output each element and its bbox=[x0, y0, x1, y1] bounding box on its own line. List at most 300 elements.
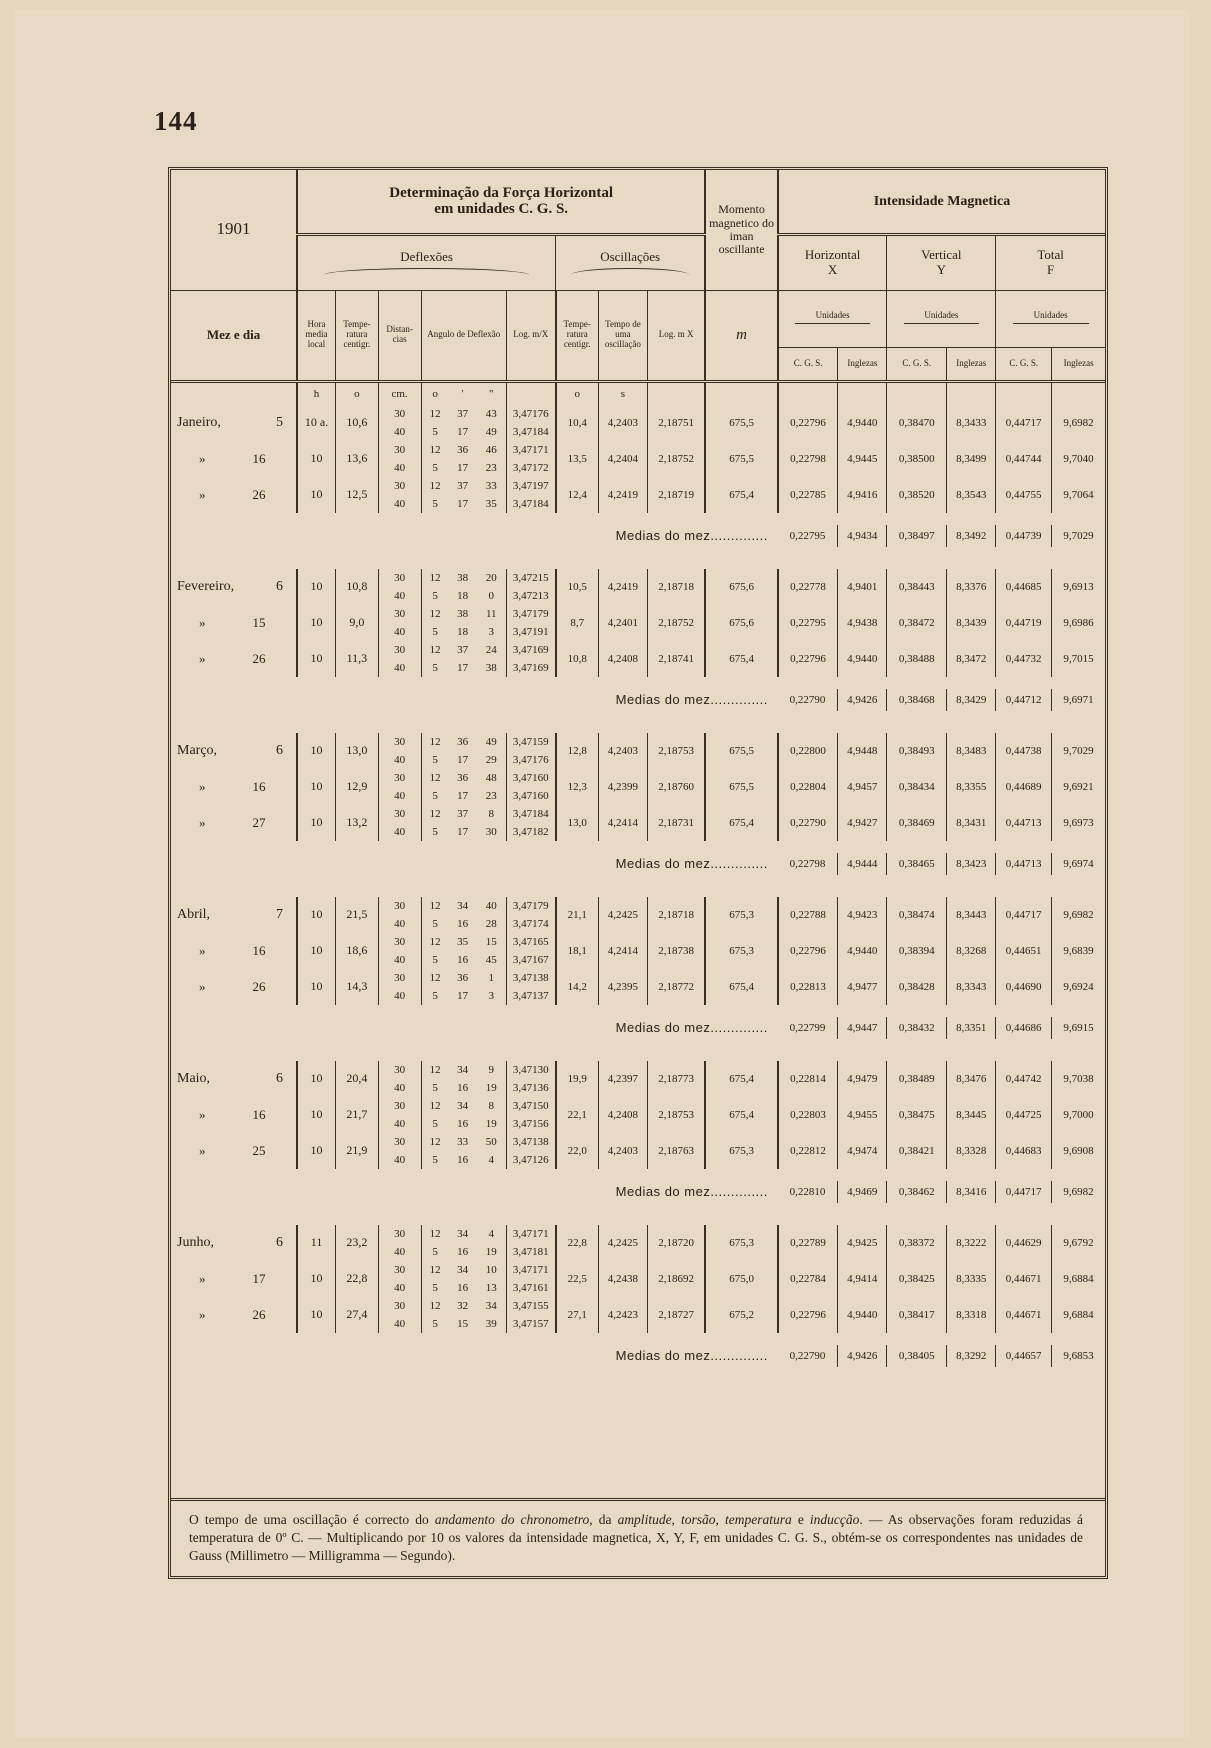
angle-sec-cell: 33 bbox=[477, 477, 507, 495]
angle-min-cell: 38 bbox=[457, 607, 469, 620]
spacer-row bbox=[171, 711, 1105, 733]
hora-cell: 10 bbox=[297, 441, 335, 477]
fcgs-cell: 0,44713 bbox=[996, 805, 1052, 841]
distance-cell: 40 bbox=[378, 987, 421, 1005]
oscillacoes-heading bbox=[556, 234, 706, 290]
y-cgs: C. G. S. bbox=[887, 348, 947, 380]
spacer-cell bbox=[171, 513, 1105, 525]
units-cell-fing bbox=[1051, 381, 1105, 405]
temp-cell: 10,8 bbox=[336, 569, 379, 605]
xcgs-cell: 0,22796 bbox=[778, 933, 838, 969]
units-cell-m bbox=[705, 381, 778, 405]
tempo-cell: 4,2408 bbox=[598, 641, 647, 677]
angle-deg-cell: 12 bbox=[429, 607, 441, 620]
horizontal-symbol: X bbox=[827, 261, 838, 277]
xing-cell: 4,9479 bbox=[838, 1061, 887, 1097]
ying-cell: 8,3476 bbox=[947, 1061, 996, 1097]
date-cell bbox=[171, 1261, 297, 1297]
spacer-row bbox=[171, 547, 1105, 569]
distance-cell: 40 bbox=[378, 1243, 421, 1261]
temp-cell: 22,8 bbox=[336, 1261, 379, 1297]
fcgs-cell: 0,44725 bbox=[996, 1097, 1052, 1133]
fing-cell: 9,7015 bbox=[1063, 652, 1094, 665]
angle-sec-cell: 1 bbox=[477, 969, 507, 987]
log-m-x-cell: 3,47181 bbox=[506, 1243, 555, 1261]
unit-min: ' bbox=[461, 387, 464, 400]
table-header bbox=[171, 170, 1105, 405]
medias-xcgs-cell: 0,22790 bbox=[778, 689, 838, 711]
m-cell: 675,4 bbox=[705, 641, 778, 677]
angle-min-cell: 16 bbox=[457, 1117, 469, 1130]
temp-cell: 21,9 bbox=[336, 1133, 379, 1169]
spacer-cell bbox=[171, 677, 1105, 689]
xcgs-cell: 0,22795 bbox=[778, 605, 838, 641]
tempo-cell: 4,2408 bbox=[598, 1097, 647, 1133]
temp2-cell: 18,1 bbox=[556, 933, 599, 969]
page-number: 144 bbox=[154, 106, 198, 136]
ycgs-cell: 0,38425 bbox=[887, 1261, 947, 1297]
ying-cell: 8,3543 bbox=[947, 477, 996, 513]
ying-cell: 8,3343 bbox=[947, 969, 996, 1005]
hora-cell: 10 bbox=[297, 1297, 335, 1333]
total-symbol: F bbox=[1047, 261, 1055, 277]
log-m-x-cell: 3,47179 bbox=[506, 897, 555, 915]
distancias-heading: Distan- cias bbox=[378, 290, 421, 381]
units-cell-xing bbox=[838, 381, 887, 405]
medias-ying-cell: 8,3416 bbox=[947, 1181, 996, 1203]
xcgs-cell: 0,22796 bbox=[778, 405, 838, 441]
date-cell bbox=[171, 405, 297, 441]
distance-cell: 30 bbox=[378, 1261, 421, 1279]
spacer-row bbox=[171, 1203, 1105, 1225]
day-label: 7 bbox=[276, 907, 283, 923]
f-cgs: C. G. S. bbox=[996, 348, 1052, 380]
fcgs-cell: 0,44685 bbox=[996, 569, 1052, 605]
angle-deg-cell: 12 bbox=[429, 1263, 441, 1276]
medias-xing-cell: 4,9426 bbox=[838, 689, 887, 711]
fcgs-cell: 0,44742 bbox=[996, 1061, 1052, 1097]
angle-deg-cell: 5 bbox=[432, 425, 438, 438]
units-cell-log bbox=[506, 381, 555, 405]
log-m-x-cell: 3,47171 bbox=[506, 1261, 555, 1279]
logmx-cell: 2,18719 bbox=[647, 477, 705, 513]
table-row bbox=[171, 1261, 1105, 1279]
fcgs-cell: 0,44690 bbox=[996, 969, 1052, 1005]
distance-cell: 40 bbox=[378, 587, 421, 605]
tempo-cell: 4,2425 bbox=[598, 897, 647, 933]
temp-heading: Tempe- ratura centigr. bbox=[336, 290, 379, 381]
log-m-x-cell: 3,47130 bbox=[506, 1061, 555, 1079]
table-row bbox=[171, 1297, 1105, 1315]
tempo-cell: 4,2414 bbox=[598, 933, 647, 969]
month-label: » bbox=[199, 650, 206, 666]
unit-temp: o bbox=[336, 381, 379, 405]
day-label: 6 bbox=[276, 579, 283, 595]
m-cell: 675,3 bbox=[705, 897, 778, 933]
log-m-x-cell: 3,47172 bbox=[506, 459, 555, 477]
fing-cell: 9,6839 bbox=[1063, 944, 1094, 957]
spacer-row bbox=[171, 1333, 1105, 1345]
angle-deg-cell: 12 bbox=[429, 479, 441, 492]
angle-deg-cell: 12 bbox=[429, 1227, 441, 1240]
ycgs-cell: 0,38469 bbox=[887, 805, 947, 841]
spacer-cell bbox=[171, 1169, 1105, 1181]
unit-hora: h bbox=[297, 381, 335, 405]
temp2-cell: 19,9 bbox=[556, 1061, 599, 1097]
table-row bbox=[171, 1133, 1105, 1151]
temp2-cell: 21,1 bbox=[556, 897, 599, 933]
angle-sec-cell: 48 bbox=[477, 769, 507, 787]
medias-ying-cell: 8,3492 bbox=[947, 525, 996, 547]
angle-sec-cell: 20 bbox=[477, 569, 507, 587]
angle-min-cell: 16 bbox=[457, 953, 469, 966]
xing-cell: 4,9448 bbox=[838, 733, 887, 769]
units-cell-ying bbox=[947, 381, 996, 405]
m-cell: 675,0 bbox=[705, 1261, 778, 1297]
hora-cell: 10 bbox=[297, 969, 335, 1005]
tempo-cell: 4,2403 bbox=[598, 405, 647, 441]
angle-sec-cell: 28 bbox=[477, 915, 507, 933]
hora-cell: 10 bbox=[297, 1061, 335, 1097]
angle-sec-cell: 8 bbox=[477, 805, 507, 823]
fcgs-cell: 0,44651 bbox=[996, 933, 1052, 969]
table-row bbox=[171, 405, 1105, 423]
angle-sec-cell: 29 bbox=[477, 751, 507, 769]
fing-cell: 9,6982 bbox=[1063, 908, 1094, 921]
ycgs-cell: 0,38472 bbox=[887, 605, 947, 641]
distance-cell: 30 bbox=[378, 733, 421, 751]
angle-min-cell: 38 bbox=[457, 571, 469, 584]
temp-cell: 9,0 bbox=[336, 605, 379, 641]
logmx-cell: 2,18741 bbox=[647, 641, 705, 677]
total-label: Total bbox=[1037, 247, 1064, 263]
m-cell: 675,3 bbox=[705, 933, 778, 969]
log-m-x-cell: 3,47176 bbox=[506, 751, 555, 769]
medias-fcgs-cell: 0,44717 bbox=[996, 1181, 1052, 1203]
angle-sec-cell: 19 bbox=[477, 1243, 507, 1261]
day-label: 27 bbox=[252, 814, 266, 830]
date-cell bbox=[171, 605, 297, 641]
fing-cell: 9,7000 bbox=[1063, 1108, 1094, 1121]
xing-cell: 4,9440 bbox=[838, 1297, 887, 1333]
ycgs-cell: 0,38475 bbox=[887, 1097, 947, 1133]
date-cell bbox=[171, 733, 297, 769]
logmx-cell: 2,18751 bbox=[647, 405, 705, 441]
temp-cell: 20,4 bbox=[336, 1061, 379, 1097]
fcgs-cell: 0,44732 bbox=[996, 641, 1052, 677]
log-m-x-cell: 3,47138 bbox=[506, 1133, 555, 1151]
tempo-cell: 4,2403 bbox=[598, 733, 647, 769]
month-label: Fevereiro, bbox=[177, 579, 235, 595]
month-label: » bbox=[199, 978, 206, 994]
tempo-cell: 4,2423 bbox=[598, 1297, 647, 1333]
distance-cell: 40 bbox=[378, 1315, 421, 1333]
date-cell bbox=[171, 969, 297, 1005]
table-row bbox=[171, 733, 1105, 751]
angle-deg-cell: 12 bbox=[429, 899, 441, 912]
note-part-2: , da bbox=[589, 1512, 618, 1527]
angle-deg-cell: 5 bbox=[432, 825, 438, 838]
angle-deg-cell: 5 bbox=[432, 1281, 438, 1294]
units-cell-xcgs bbox=[778, 381, 838, 405]
logmx-cell: 2,18727 bbox=[647, 1297, 705, 1333]
angle-deg-cell: 5 bbox=[432, 497, 438, 510]
fcgs-cell: 0,44738 bbox=[996, 733, 1052, 769]
distance-cell: 30 bbox=[378, 641, 421, 659]
angle-sec-cell: 8 bbox=[477, 1097, 507, 1115]
data-table-frame bbox=[168, 167, 1108, 1579]
f-units-row bbox=[996, 347, 1105, 380]
table-row bbox=[171, 933, 1105, 951]
tempo-cell: 4,2419 bbox=[598, 569, 647, 605]
spacer-cell bbox=[171, 1333, 1105, 1345]
month-label: » bbox=[199, 450, 206, 466]
log-m-x-cell: 3,47179 bbox=[506, 605, 555, 623]
distance-cell: 30 bbox=[378, 969, 421, 987]
xing-cell: 4,9427 bbox=[838, 805, 887, 841]
angle-deg-cell: 5 bbox=[432, 989, 438, 1002]
month-label: » bbox=[199, 486, 206, 502]
ycgs-cell: 0,38417 bbox=[887, 1297, 947, 1333]
angle-deg-cell: 12 bbox=[429, 971, 441, 984]
day-label: 16 bbox=[252, 450, 266, 466]
medias-label: Medias do mez.............. bbox=[615, 691, 768, 707]
log-m-x-cell: 3,47184 bbox=[506, 805, 555, 823]
medias-fcgs-cell: 0,44713 bbox=[996, 853, 1052, 875]
medias-ying-cell: 8,3292 bbox=[947, 1345, 996, 1367]
hora-cell: 10 bbox=[297, 641, 335, 677]
angle-min-cell: 34 bbox=[457, 1099, 469, 1112]
medias-xing-cell: 4,9434 bbox=[838, 525, 887, 547]
ying-cell: 8,3268 bbox=[947, 933, 996, 969]
medias-label: Medias do mez.............. bbox=[615, 527, 768, 543]
temp2-cell: 12,3 bbox=[556, 769, 599, 805]
medias-ying-cell: 8,3429 bbox=[947, 689, 996, 711]
distance-cell: 30 bbox=[378, 1297, 421, 1315]
medias-row bbox=[171, 1345, 1105, 1367]
note-italic-1: andamento do chronometro bbox=[434, 1512, 590, 1527]
log-m-x-cell: 3,47176 bbox=[506, 405, 555, 423]
y-unidades: Unidades bbox=[924, 309, 959, 320]
medias-fing-cell: 9,7029 bbox=[1063, 529, 1094, 542]
angle-deg-cell: 5 bbox=[432, 1245, 438, 1258]
logmx-cell: 2,18753 bbox=[647, 733, 705, 769]
month-label: » bbox=[199, 942, 206, 958]
fing-cell: 9,6884 bbox=[1063, 1308, 1094, 1321]
angle-min-cell: 33 bbox=[457, 1135, 469, 1148]
spacer-row bbox=[171, 677, 1105, 689]
month-label: » bbox=[199, 1106, 206, 1122]
spacer-cell bbox=[171, 711, 1105, 733]
m-cell: 675,4 bbox=[705, 969, 778, 1005]
distance-cell: 40 bbox=[378, 951, 421, 969]
medias-row bbox=[171, 1181, 1105, 1203]
angle-min-cell: 17 bbox=[457, 989, 469, 1002]
angle-deg-cell: 12 bbox=[429, 1135, 441, 1148]
note-italic-2: amplitude, torsão, temperatura bbox=[617, 1512, 792, 1527]
horizontal-heading bbox=[778, 234, 887, 290]
day-label: 26 bbox=[252, 486, 266, 502]
temp-cell: 11,3 bbox=[336, 641, 379, 677]
medias-xing-cell: 4,9447 bbox=[838, 1017, 887, 1039]
intensidade-heading: Intensidade Magnetica bbox=[778, 170, 1105, 234]
medias-xcgs-cell: 0,22798 bbox=[778, 853, 838, 875]
ying-cell: 8,3376 bbox=[947, 569, 996, 605]
angle-sec-cell: 35 bbox=[477, 495, 507, 513]
table-row bbox=[171, 641, 1105, 659]
hora-cell: 10 bbox=[297, 733, 335, 769]
xing-cell: 4,9477 bbox=[838, 969, 887, 1005]
ycgs-cell: 0,38428 bbox=[887, 969, 947, 1005]
angle-deg-cell: 12 bbox=[429, 407, 441, 420]
ying-cell: 8,3483 bbox=[947, 733, 996, 769]
date-cell bbox=[171, 1225, 297, 1261]
medias-xcgs-cell: 0,22795 bbox=[778, 525, 838, 547]
temp2-cell: 22,5 bbox=[556, 1261, 599, 1297]
medias-fing-cell: 9,6974 bbox=[1063, 857, 1094, 870]
spacer-row bbox=[171, 513, 1105, 525]
footnote bbox=[171, 1498, 1105, 1576]
logmx-cell: 2,18760 bbox=[647, 769, 705, 805]
month-label: » bbox=[199, 1142, 206, 1158]
xing-cell: 4,9440 bbox=[838, 405, 887, 441]
total-heading bbox=[996, 234, 1105, 290]
medias-ying-cell: 8,3423 bbox=[947, 853, 996, 875]
angle-deg-cell: 5 bbox=[432, 789, 438, 802]
date-cell bbox=[171, 477, 297, 513]
hora-cell: 10 bbox=[297, 933, 335, 969]
medias-ycgs-cell: 0,38432 bbox=[887, 1017, 947, 1039]
angle-sec-cell: 39 bbox=[477, 1315, 507, 1333]
xcgs-cell: 0,22814 bbox=[778, 1061, 838, 1097]
spacer-cell bbox=[171, 547, 1105, 569]
angle-min-cell: 17 bbox=[457, 789, 469, 802]
day-label: 16 bbox=[252, 778, 266, 794]
xing-cell: 4,9414 bbox=[838, 1261, 887, 1297]
log-m-x-cell: 3,47169 bbox=[506, 659, 555, 677]
fing-cell: 9,6973 bbox=[1063, 816, 1094, 829]
distance-cell: 30 bbox=[378, 1097, 421, 1115]
temp-cell: 13,2 bbox=[336, 805, 379, 841]
spacer-cell bbox=[171, 1005, 1105, 1017]
m-cell: 675,5 bbox=[705, 405, 778, 441]
log-m-x-cell: 3,47184 bbox=[506, 495, 555, 513]
ycgs-cell: 0,38434 bbox=[887, 769, 947, 805]
spacer-cell bbox=[171, 841, 1105, 853]
angle-sec-cell: 50 bbox=[477, 1133, 507, 1151]
temp2-cell: 27,1 bbox=[556, 1297, 599, 1333]
angle-sec-cell: 49 bbox=[477, 423, 507, 441]
ying-cell: 8,3222 bbox=[947, 1225, 996, 1261]
medias-ycgs-cell: 0,38468 bbox=[887, 689, 947, 711]
f-unidades-brace bbox=[1013, 323, 1089, 324]
distance-cell: 40 bbox=[378, 915, 421, 933]
medias-xing-cell: 4,9426 bbox=[838, 1345, 887, 1367]
m-cell: 675,4 bbox=[705, 1097, 778, 1133]
angle-deg-cell: 12 bbox=[429, 643, 441, 656]
angle-min-cell: 16 bbox=[457, 1245, 469, 1258]
month-label: Abril, bbox=[177, 907, 211, 923]
table-row bbox=[171, 605, 1105, 623]
angle-deg-cell: 12 bbox=[429, 1063, 441, 1076]
unit-sec: '' bbox=[477, 381, 507, 405]
fing-cell: 9,6913 bbox=[1063, 580, 1094, 593]
distance-cell: 40 bbox=[378, 495, 421, 513]
force-title-1: Determinação da Força Horizontal bbox=[389, 184, 613, 201]
m-cell: 675,5 bbox=[705, 441, 778, 477]
table-row bbox=[171, 1097, 1105, 1115]
log-m-x-cell: 3,47160 bbox=[506, 787, 555, 805]
hora-cell: 10 bbox=[297, 477, 335, 513]
vertical-symbol: Y bbox=[936, 261, 947, 277]
ycgs-cell: 0,38470 bbox=[887, 405, 947, 441]
deflexoes-label: Deflexões bbox=[400, 248, 453, 264]
angle-sec-cell: 19 bbox=[477, 1079, 507, 1097]
log-m-x-cell: 3,47184 bbox=[506, 423, 555, 441]
distance-cell: 30 bbox=[378, 405, 421, 423]
logmx-cell: 2,18752 bbox=[647, 605, 705, 641]
angle-min-cell: 18 bbox=[457, 625, 469, 638]
angle-min-cell: 17 bbox=[457, 661, 469, 674]
date-cell bbox=[171, 769, 297, 805]
temp2-cell: 8,7 bbox=[556, 605, 599, 641]
m-cell: 675,6 bbox=[705, 569, 778, 605]
m-cell: 675,4 bbox=[705, 1061, 778, 1097]
xcgs-cell: 0,22790 bbox=[778, 805, 838, 841]
xcgs-cell: 0,22813 bbox=[778, 969, 838, 1005]
m-cell: 675,2 bbox=[705, 1297, 778, 1333]
month-label: » bbox=[199, 1270, 206, 1286]
tempo-cell: 4,2403 bbox=[598, 1133, 647, 1169]
spacer-row bbox=[171, 1005, 1105, 1017]
logmx-cell: 2,18752 bbox=[647, 441, 705, 477]
xing-cell: 4,9438 bbox=[838, 605, 887, 641]
ying-cell: 8,3335 bbox=[947, 1261, 996, 1297]
xing-cell: 4,9457 bbox=[838, 769, 887, 805]
medias-fing-cell: 9,6971 bbox=[1063, 693, 1094, 706]
temp2-cell: 10,5 bbox=[556, 569, 599, 605]
logmx-cell: 2,18738 bbox=[647, 933, 705, 969]
medias-ycgs-cell: 0,38462 bbox=[887, 1181, 947, 1203]
note-italic-3: inducção bbox=[809, 1512, 860, 1527]
angle-min-cell: 16 bbox=[457, 917, 469, 930]
logmx-cell: 2,18692 bbox=[647, 1261, 705, 1297]
medias-xing-cell: 4,9469 bbox=[838, 1181, 887, 1203]
angle-deg-cell: 12 bbox=[429, 1099, 441, 1112]
month-label: Maio, bbox=[177, 1071, 211, 1087]
distance-cell: 30 bbox=[378, 441, 421, 459]
xing-cell: 4,9455 bbox=[838, 1097, 887, 1133]
angle-sec-cell: 9 bbox=[477, 1061, 507, 1079]
m-cell: 675,4 bbox=[705, 477, 778, 513]
medias-fing-cell: 9,6853 bbox=[1063, 1349, 1094, 1362]
angle-min-cell: 34 bbox=[457, 1263, 469, 1276]
hora-heading: Hora media local bbox=[297, 290, 335, 381]
log-m-x-cell: 3,47136 bbox=[506, 1079, 555, 1097]
force-title-2: em unidades C. G. S. bbox=[434, 201, 569, 218]
angle-min-cell: 34 bbox=[457, 899, 469, 912]
month-label: » bbox=[199, 1306, 206, 1322]
angle-deg-cell: 12 bbox=[429, 571, 441, 584]
fcgs-cell: 0,44755 bbox=[996, 477, 1052, 513]
logmx-cell: 2,18772 bbox=[647, 969, 705, 1005]
angle-min-cell: 15 bbox=[457, 1317, 469, 1330]
xing-cell: 4,9440 bbox=[838, 641, 887, 677]
hora-cell: 10 bbox=[297, 569, 335, 605]
distance-cell: 30 bbox=[378, 933, 421, 951]
fing-cell: 9,7029 bbox=[1063, 744, 1094, 757]
hora-cell: 10 a. bbox=[297, 405, 335, 441]
